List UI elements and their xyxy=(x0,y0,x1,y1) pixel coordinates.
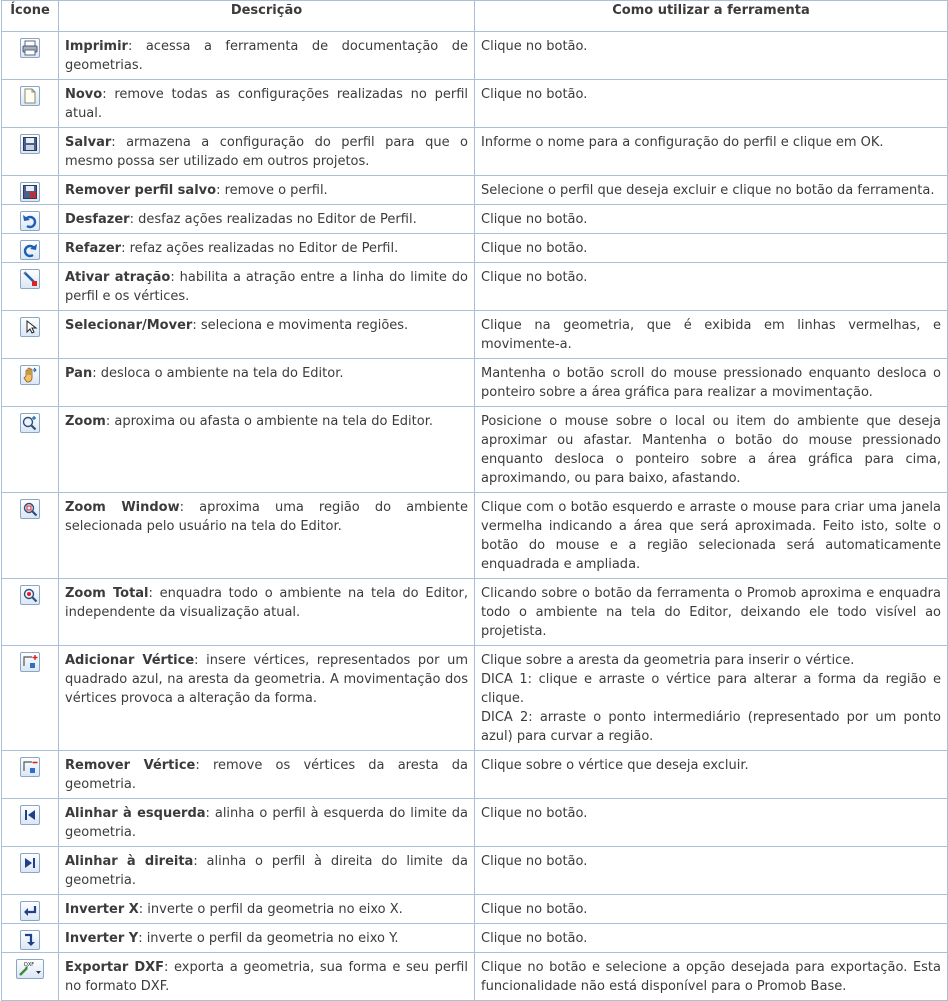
tool-name: Zoom Total xyxy=(65,586,149,601)
usage-text: Clique com o botão esquerdo e arraste o mouse para criar uma janela vermelha indicando a área que será aproximada. Feito isto, solte o botão do mouse e a região selecionada será automaticamente enquadrada e ampliada. xyxy=(481,500,941,572)
tool-description: : remove os vértices da aresta da geometria. xyxy=(65,758,468,792)
pan-hand-icon xyxy=(20,365,40,385)
usage-cell xyxy=(475,359,948,407)
new-document-icon xyxy=(20,86,40,106)
tool-description: : enquadra todo o ambiente na tela do Editor, independente da visualização atual. xyxy=(65,586,468,620)
invert-x-icon xyxy=(20,901,40,921)
tool-description: : habilita a atração entre a linha do limite do perfil e os vértices. xyxy=(65,270,468,304)
tool-name: Alinhar à esquerda xyxy=(65,806,206,821)
usage-cell xyxy=(475,751,948,799)
icon-cell xyxy=(2,895,59,924)
table-row xyxy=(2,847,948,895)
table-row xyxy=(2,924,948,953)
save-disk-icon xyxy=(20,134,40,154)
tool-description: : remove todas as configurações realizadas no perfil atual. xyxy=(65,87,468,121)
tool-description: : inverte o perfil da geometria no eixo Y. xyxy=(138,931,399,946)
header-icon: Ícone xyxy=(2,1,59,32)
table-row xyxy=(2,205,948,234)
invert-y-icon xyxy=(20,930,40,950)
table-row xyxy=(2,895,948,924)
usage-text: Clique no botão. xyxy=(481,270,588,285)
align-right-icon xyxy=(20,853,40,873)
tool-name: Pan xyxy=(65,366,93,381)
description-cell xyxy=(59,359,475,407)
table-row xyxy=(2,311,948,359)
align-left-icon xyxy=(20,805,40,825)
select-cursor-icon xyxy=(20,317,40,337)
description-cell xyxy=(59,205,475,234)
usage-text: Clique no botão. xyxy=(481,212,588,227)
icon-cell xyxy=(2,80,59,128)
usage-cell xyxy=(475,953,948,1001)
tool-name: Inverter X xyxy=(65,902,139,917)
tool-name: Zoom Window xyxy=(65,500,180,515)
icon-cell xyxy=(2,205,59,234)
usage-cell xyxy=(475,799,948,847)
remove-vertex-icon xyxy=(20,757,40,777)
tool-description: : seleciona e movimenta regiões. xyxy=(192,318,409,333)
zoom-total-icon xyxy=(20,585,40,605)
icon-cell xyxy=(2,176,59,205)
description-cell xyxy=(59,493,475,579)
tool-description: : inverte o perfil da geometria no eixo X. xyxy=(138,902,403,917)
description-cell xyxy=(59,579,475,646)
tool-description: : exporta a geometria, sua forma e seu perfil no formato DXF. xyxy=(65,960,468,994)
tool-name: Refazer xyxy=(65,241,122,256)
usage-text: Clique no botão. xyxy=(481,902,588,917)
tool-name: Inverter Y xyxy=(65,931,139,946)
tool-name: Desfazer xyxy=(65,212,130,227)
usage-cell xyxy=(475,895,948,924)
icon-cell xyxy=(2,924,59,953)
tool-name: Salvar xyxy=(65,135,112,150)
usage-cell xyxy=(475,847,948,895)
tool-description: : desfaz ações realizadas no Editor de Perfil. xyxy=(129,212,417,227)
usage-cell xyxy=(475,205,948,234)
usage-cell xyxy=(475,311,948,359)
usage-text: Clique sobre a aresta da geometria para inserir o vértice. xyxy=(481,653,855,668)
table-header-row xyxy=(2,1,948,32)
tool-name: Zoom xyxy=(65,414,106,429)
usage-cell xyxy=(475,263,948,311)
description-cell xyxy=(59,407,475,493)
usage-text: Mantenha o botão scroll do mouse pressionado enquanto desloca o ponteiro sobre a área gráfica para realizar a movimentação. xyxy=(481,366,941,400)
table-row xyxy=(2,407,948,493)
tool-description: : remove o perfil. xyxy=(216,183,328,198)
usage-text: Clique no botão e selecione a opção desejada para exportação. Esta funcionalidade não está disponível para o Promob Base. xyxy=(481,960,941,994)
tool-description: : alinha o perfil à esquerda do limite da geometria. xyxy=(65,806,468,840)
usage-cell xyxy=(475,493,948,579)
icon-cell xyxy=(2,263,59,311)
tool-description: : aproxima ou afasta o ambiente na tela do Editor. xyxy=(105,414,433,429)
usage-cell xyxy=(475,924,948,953)
usage-text: Selecione o perfil que deseja excluir e clique no botão da ferramenta. xyxy=(481,183,935,198)
description-cell xyxy=(59,311,475,359)
header-description: Descrição xyxy=(59,1,475,32)
tool-name: Remover Vértice xyxy=(65,758,196,773)
icon-label: DXF xyxy=(24,962,35,968)
tool-description: : alinha o perfil à direita do limite da geometria. xyxy=(65,854,468,888)
usage-cell xyxy=(475,407,948,493)
icon-cell xyxy=(2,32,59,80)
tool-description: : aproxima uma região do ambiente selecionada pelo usuário na tela do Editor. xyxy=(65,500,468,534)
tool-name: Adicionar Vértice xyxy=(65,653,195,668)
icon-cell xyxy=(2,799,59,847)
table-row xyxy=(2,128,948,176)
usage-text: Informe o nome para a configuração do perfil e clique em OK. xyxy=(481,135,884,150)
usage-cell xyxy=(475,176,948,205)
usage-cell xyxy=(475,128,948,176)
table-row xyxy=(2,234,948,263)
tool-name: Alinhar à direita xyxy=(65,854,194,869)
icon-cell xyxy=(2,847,59,895)
description-cell xyxy=(59,80,475,128)
usage-text: Clique no botão. xyxy=(481,931,588,946)
snap-attraction-icon xyxy=(20,269,40,289)
icon-cell xyxy=(2,579,59,646)
icon-cell xyxy=(2,311,59,359)
usage-text: Clique na geometria, que é exibida em linhas vermelhas, e movimente-a. xyxy=(481,318,941,352)
tool-description: : armazena a configuração do perfil para que o mesmo possa ser utilizado em outros projetos. xyxy=(65,135,468,169)
usage-cell xyxy=(475,646,948,751)
tool-description: : refaz ações realizadas no Editor de Perfil. xyxy=(121,241,399,256)
usage-text: Clique sobre o vértice que deseja excluir. xyxy=(481,758,749,773)
usage-text: Clicando sobre o botão da ferramenta o Promob aproxima e enquadra todo o ambiente na tela do Editor, deixando ele todo visível ao projetista. xyxy=(481,586,941,639)
table-row xyxy=(2,32,948,80)
icon-cell xyxy=(2,359,59,407)
table-row xyxy=(2,359,948,407)
printer-icon xyxy=(20,38,40,58)
icon-cell xyxy=(2,646,59,751)
table-row xyxy=(2,263,948,311)
tool-name: Exportar DXF xyxy=(65,960,165,975)
zoom-icon xyxy=(20,413,40,433)
description-cell xyxy=(59,646,475,751)
description-cell xyxy=(59,924,475,953)
icon-cell xyxy=(2,493,59,579)
icon-cell xyxy=(2,953,59,1001)
undo-icon xyxy=(20,211,40,231)
table-row xyxy=(2,953,948,1001)
table-row xyxy=(2,493,948,579)
icon-cell xyxy=(2,234,59,263)
icon-cell xyxy=(2,407,59,493)
description-cell xyxy=(59,751,475,799)
zoom-window-icon xyxy=(20,499,40,519)
tools-table xyxy=(1,0,948,1001)
icon-cell xyxy=(2,751,59,799)
usage-text: DICA 2: arraste o ponto intermediário (representado por um ponto azul) para curvar a região. xyxy=(481,710,941,744)
tool-name: Remover perfil salvo xyxy=(65,183,217,198)
table-row xyxy=(2,646,948,751)
tool-name: Imprimir xyxy=(65,39,128,54)
usage-text: Clique no botão. xyxy=(481,87,588,102)
tool-description: : insere vértices, representados por um quadrado azul, na aresta da geometria. A movimentação dos vértices provoca a alteração da forma. xyxy=(65,653,469,706)
description-cell xyxy=(59,176,475,205)
description-cell xyxy=(59,799,475,847)
tool-name: Selecionar/Mover xyxy=(65,318,193,333)
table-row xyxy=(2,176,948,205)
usage-text: Clique no botão. xyxy=(481,854,588,869)
tool-description: : desloca o ambiente na tela do Editor. xyxy=(92,366,344,381)
usage-text: Posicione o mouse sobre o local ou item do ambiente que deseja aproximar ou afastar. Mantenha o botão do mouse pressionado enquanto desloca o ponteiro sobre a área gráfica para cima, aproximando, ou para baixo, afastando. xyxy=(481,414,941,486)
table-row xyxy=(2,799,948,847)
description-cell xyxy=(59,32,475,80)
table-row xyxy=(2,751,948,799)
usage-text: Clique no botão. xyxy=(481,806,588,821)
usage-cell xyxy=(475,32,948,80)
usage-cell xyxy=(475,80,948,128)
description-cell xyxy=(59,263,475,311)
add-vertex-icon xyxy=(20,652,40,672)
table-row xyxy=(2,579,948,646)
icon-cell xyxy=(2,128,59,176)
tool-description: : acessa a ferramenta de documentação de geometrias. xyxy=(65,39,468,73)
usage-cell xyxy=(475,234,948,263)
redo-icon xyxy=(20,240,40,260)
tool-name: Ativar atração xyxy=(65,270,171,285)
usage-text: DICA 1: clique e arraste o vértice para alterar a forma da região e clique. xyxy=(481,672,941,706)
usage-cell xyxy=(475,579,948,646)
description-cell xyxy=(59,847,475,895)
export-dxf-icon xyxy=(16,959,44,979)
table-row xyxy=(2,80,948,128)
remove-profile-icon xyxy=(20,182,40,202)
usage-text: Clique no botão. xyxy=(481,241,588,256)
description-cell xyxy=(59,234,475,263)
usage-text: Clique no botão. xyxy=(481,39,588,54)
description-cell xyxy=(59,895,475,924)
description-cell xyxy=(59,953,475,1001)
description-cell xyxy=(59,128,475,176)
tool-name: Novo xyxy=(65,87,103,102)
header-usage: Como utilizar a ferramenta xyxy=(475,1,948,32)
